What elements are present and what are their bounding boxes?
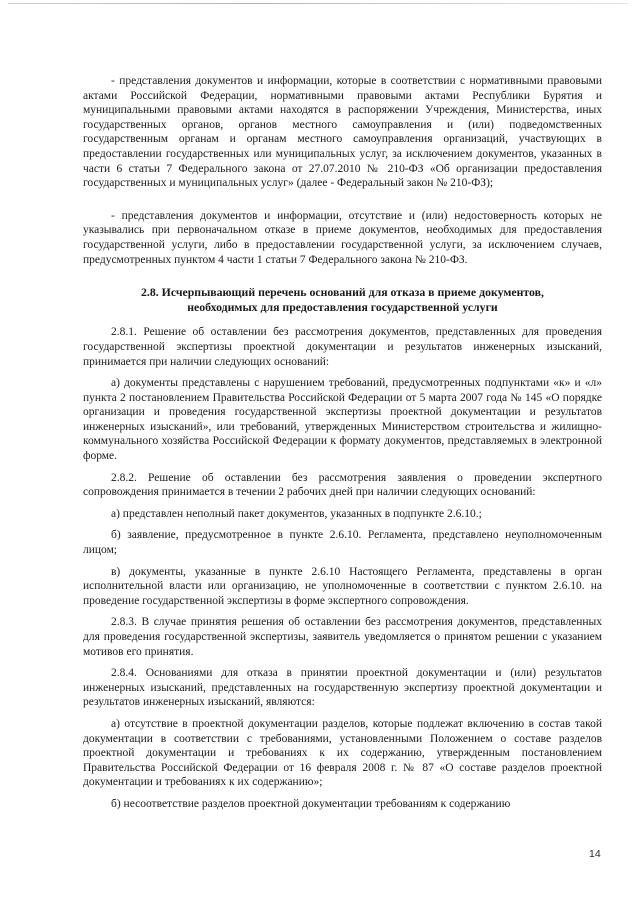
paragraph-2-8-4-b: б) несоответствие разделов проектной документации требованиям к содержанию [111,797,511,810]
paragraph-2-8-1: 2.8.1. Решение об оставлении без рассмотрения документов, представленных для проведения государственной экспертизы проектной документации и результатов инженерных изысканий, принимается при наличии следующих оснований: [83,326,602,368]
paragraph-representation-documents: - представления документов и информации, которые в соответствии с нормативными правовыми актами Российской Федерации, нормативными правовыми актами Республики Бурятия и муниципальными правовыми актами находятся в распоряжении Учреждения, Министерства, иных государственных органов, органов местного самоуправления и (или) подведомственных государственным органам и органам местного самоуправления организаций, участвующих в предоставлении государственных или муниципальных услуг, за исключением документов, указанных в части 6 статьи 7 Федерального закона от 27.07.2010 № 210-ФЗ «Об организации предоставления государственных и муниципальных услуг» (далее - Федеральный закон № 210-ФЗ); [83,75,602,190]
document-body [83,74,602,812]
paragraph-2-8-1-a: а) документы представлены с нарушением требований, предусмотренных подпунктами «к» и «л» пункта 2 постановлением Правительства Российской Федерации от 5 марта 2007 года № 145 «О порядке организации и проведения государственной экспертизы проектной документации и результатов инженерных изысканий», или требований, утвержденных Министерством строительства и жилищно-коммунального хозяйства Российской Федерации к формату документов, представляемых в электронной форме. [83,377,602,463]
paragraph-2-8-4: 2.8.4. Основаниями для отказа в принятии проектной документации и (или) результатов инженерных изысканий, представленных на государственную экспертизу проектной документации и результатов инженерных изысканий, являются: [83,667,602,709]
paragraph-2-8-2-v: в) документы, указанные в пункте 2.6.10 Настоящего Регламента, представлены в орган исполнительной власти или организацию, не уполномоченные в соответствии с пунктом 2.6.10. на проведение государственной экспертизы в форме экспертного сопровождения. [83,565,602,607]
paragraph-2-8-2: 2.8.2. Решение об оставлении без рассмотрения заявления о проведении экспертного сопровождения принимается в течении 2 рабочих дней при наличии следующих оснований: [83,471,602,499]
paragraph-2-8-2-b: б) заявление, предусмотренное в пункте 2.6.10. Регламента, представлено неуполномоченным лицом; [83,529,602,557]
paragraph-representation-missing: - представления документов и информации, отсутствие и (или) недостоверность которых не указывались при первоначальном отказе в приеме документов, необходимых для предоставления государственной услуги, либо в предоставлении государственной услуги, за исключением случаев, предусмотренных пунктом 4 части 1 статьи 7 Федерального закона № 210-ФЗ. [83,209,602,266]
section-heading-2-8: 2.8. Исчерпывающий перечень оснований для отказа в приеме документов, необходимых для предоставления государственной услуги [141,285,544,314]
paragraph-2-8-3: 2.8.3. В случае принятия решения об оставлении без рассмотрения документов, представленных для проведения государственной экспертизы, заявитель уведомляется о принятом решении с указанием мотивов его принятия. [83,616,602,658]
page-number: 14 [589,848,601,860]
paragraph-2-8-2-a: а) представлен неполный пакет документов, указанных в подпункте 2.6.10.; [111,507,482,520]
paragraph-2-8-4-a: а) отсутствие в проектной документации разделов, которые подлежат включению в состав такой документации в соответствии с требованиями, установленными Положением о составе разделов проектной документации и требованиях к их содержанию, утвержденным постановлением Правительства Российской Федерации от 16 февраля 2008 г. № 87 «О составе разделов проектной документации и требованиях к их содержанию»; [83,717,602,789]
scan-edge-line [8,3,628,4]
